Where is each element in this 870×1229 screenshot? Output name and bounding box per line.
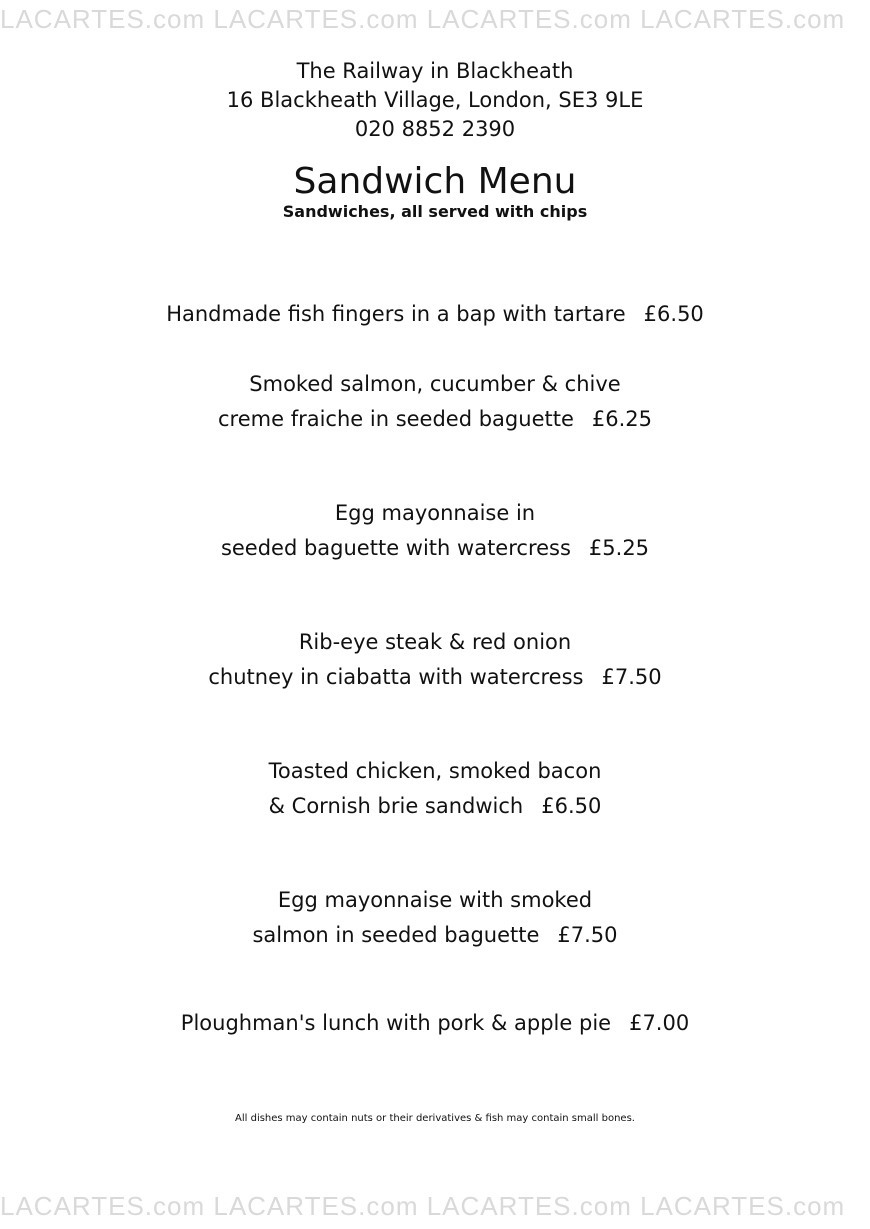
menu-subtitle: Sandwiches, all served with chips	[282, 202, 588, 221]
venue-address: 16 Blackheath Village, London, SE3 9LE	[226, 88, 644, 112]
item-description: Egg mayonnaise with smoked	[277, 888, 593, 912]
allergen-note: All dishes may contain nuts or their derivatives & fish may contain small bones.	[235, 1113, 635, 1124]
menu-title: Sandwich Menu	[293, 161, 577, 202]
item-description: Rib-eye steak & red onion	[298, 630, 572, 654]
item-description-cont: salmon in seeded baguette	[252, 923, 540, 947]
restaurant-header	[0, 57, 870, 144]
menu-item-egg-mayonnaise	[0, 496, 870, 566]
item-description: Smoked salmon, cucumber & chive	[249, 372, 621, 396]
menu-item-smoked-salmon	[0, 367, 870, 437]
item-price: £5.25	[588, 536, 650, 560]
item-description-cont: creme fraiche in seeded baguette	[218, 407, 574, 431]
watermark-top: LACARTES.com LACARTES.com LACARTES.com LACARTES.com	[0, 4, 846, 34]
item-price: £6.25	[591, 407, 652, 431]
venue-phone: 020 8852 2390	[354, 117, 516, 141]
menu-item-fish-fingers	[0, 297, 870, 332]
watermark-bottom: LACARTES.com LACARTES.com LACARTES.com LACARTES.com	[0, 1191, 846, 1221]
menu-item-egg-mayo-salmon	[0, 883, 870, 953]
item-description: Handmade fish fingers in a bap with tartare	[166, 302, 626, 326]
menu-item-toasted-chicken	[0, 754, 870, 824]
item-description: Ploughman's lunch with pork & apple pie	[180, 1011, 612, 1035]
menu-item-rib-eye-steak	[0, 625, 870, 695]
item-description-cont: chutney in ciabatta with watercress	[208, 665, 584, 689]
item-price: £6.50	[643, 302, 704, 326]
item-description: Toasted chicken, smoked bacon	[268, 759, 602, 783]
item-price: £7.00	[629, 1011, 690, 1035]
item-price: £7.50	[601, 665, 662, 689]
item-price: £6.50	[541, 794, 602, 818]
item-price: £7.50	[557, 923, 618, 947]
menu-item-ploughmans-lunch	[0, 1006, 870, 1041]
item-description-cont: seeded baguette with watercress	[220, 536, 571, 560]
item-description: Egg mayonnaise in	[334, 501, 536, 525]
venue-name: The Railway in Blackheath	[296, 59, 574, 83]
item-description-cont: & Cornish brie sandwich	[268, 794, 524, 818]
